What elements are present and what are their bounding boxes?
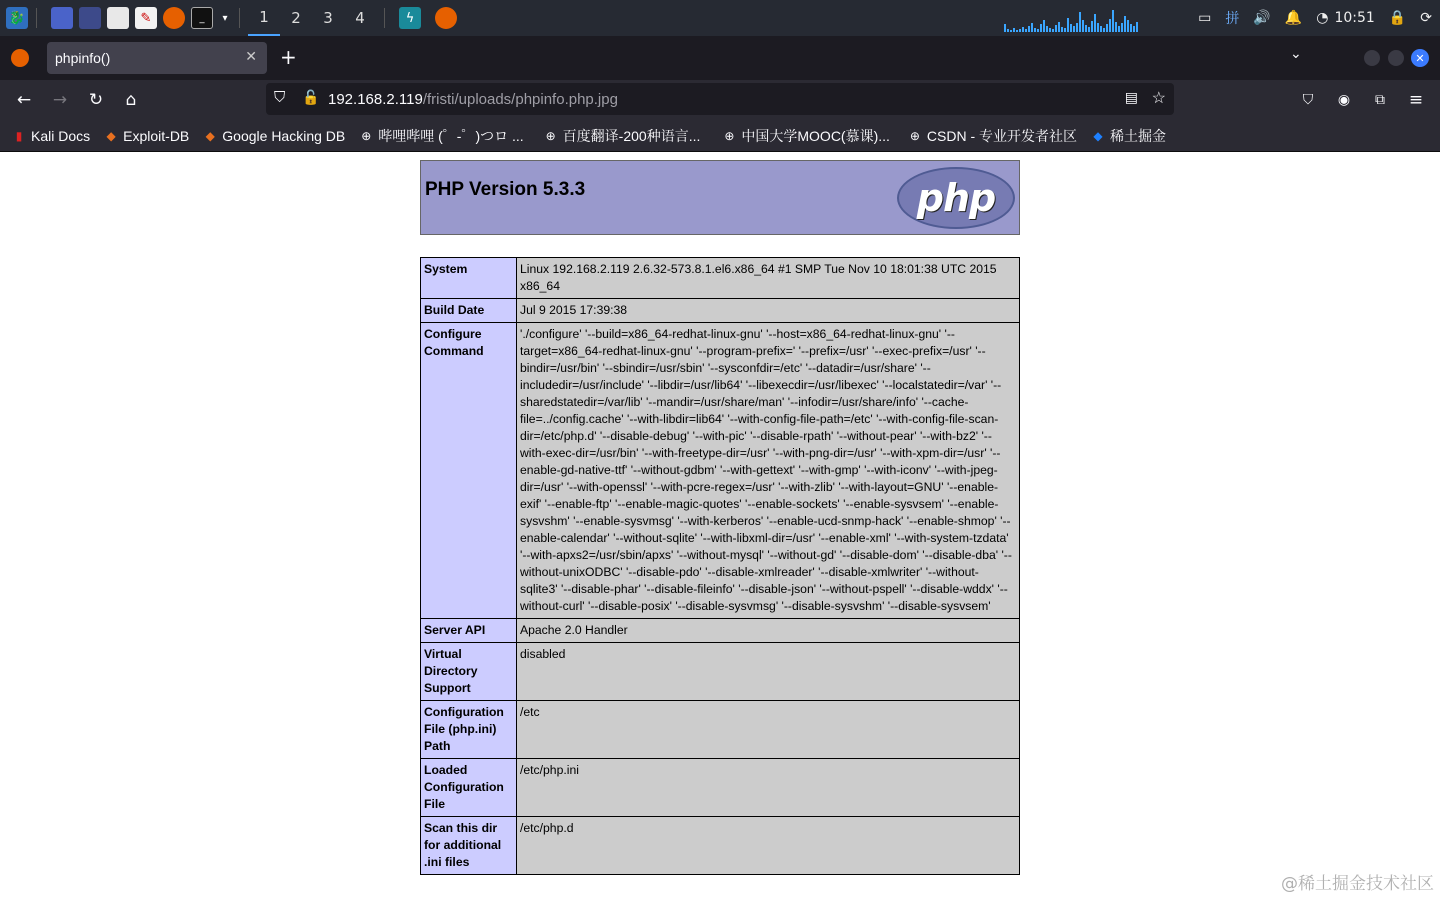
row-value: './configure' '--build=x86_64-redhat-linux-gnu' '--host=x86_64-redhat-linux-gnu' '--target=x86_64-redhat-linux-gnu' '--program-prefix=' '--prefix=/usr' '--exec-prefix=/usr' '--bindir=/usr/bin' '--sbindir=/usr/sbin' '--sysconfdir=/etc' '--datadir=/usr/share' '--includedir=/usr/include' '--libdir=/usr/lib64' '--libexecdir=/usr/libexec' '--localstatedir=/var' '--sharedstatedir=/var/lib' '--mandir=/usr/share/man' '--infodir=/usr/share/info' '--cache-file=../config.cache' '--with-libdir=lib64' '--with-config-file-path=/etc' '--with-config-file-scan-dir=/etc/php.d' '--disable-debug' '--with-pic' '--disable-rpath' '--without-pear' '--with-bz2' '--with-exec-dir=/usr/bin' '--with-freetype-dir=/usr' '--with-png-dir=/usr' '--with-xpm-dir=/usr' '--enable-gd-native-ttf' '--without-gdbm' '--with-gettext' '--with-gmp' '--with-iconv' '--with-jpeg-dir=/usr' '--with-openssl' '--with-pcre-regex=/usr' '--with-zlib' '--with-layout=GNU' '--enable-exif' '--enable-ftp' '--enable-magic-quotes' '--enable-sockets' '--enable-sysvsem' '--enable-sysvshm' '--enable-sysvmsg' '--with-kerberos' '--enable-ucd-snmp-hack' '--enable-shmop' '--enable-calendar' '--without-sqlite' '--with-libxml-dir=/usr' '--enable-xml' '--with-system-tzdata' '--with-apxs2=/usr/sbin/apxs' '--without-mysql' '--without-gd' '--disable-dom' '--disable-dba' '--without-unixODBC' '--disable-pdo' '--disable-xmlreader' '--disable-xmlwriter' '--without-sqlite3' '--disable-phar' '--disable-fileinfo' '--disable-json' '--without-pspell' '--disable-wddx' '--without-curl' '--disable-posix' '--disable-sysvmsg' '--disable-sysvshm' '--disable-sysvsem' <box>517 323 1020 619</box>
bookmark-exploit-db[interactable]: ◆ Exploit-DB <box>104 128 189 144</box>
minimize-button[interactable] <box>1364 50 1380 66</box>
notification-bell-icon[interactable]: 🔔 <box>1284 10 1303 26</box>
firefox-view-icon[interactable] <box>11 49 29 67</box>
cpu-graph-bar <box>1025 29 1027 32</box>
cpu-graph-bar <box>1118 26 1120 32</box>
bookmark-bilibili[interactable]: ⊕ 哔哩哔哩 (゜-゜)つロ ... <box>361 127 524 144</box>
cpu-graph-bar <box>1100 26 1102 32</box>
tab-phpinfo[interactable] <box>47 42 267 74</box>
url-path: /fristi/uploads/phpinfo.php.jpg <box>422 90 618 108</box>
cpu-graph-bar <box>1127 20 1129 32</box>
cpu-graph-bar <box>1052 29 1054 32</box>
workspace-4[interactable]: 4 <box>355 9 365 27</box>
system-tray <box>1198 0 1432 36</box>
monitor-icon[interactable]: ▭ <box>1198 10 1212 26</box>
url-host: 192.168.2.119 <box>328 90 423 108</box>
maximize-button[interactable] <box>1388 50 1404 66</box>
clock-time[interactable]: 10:51 <box>1334 10 1375 26</box>
text-editor-icon[interactable]: ✎ <box>135 7 157 29</box>
new-tab-button[interactable]: + <box>280 45 297 69</box>
php-version-title: PHP Version 5.3.3 <box>425 179 586 200</box>
page-info-icon[interactable]: 🔓 <box>302 89 320 105</box>
cpu-graph-bar <box>1106 24 1108 32</box>
cpu-graph-bar <box>1013 28 1015 32</box>
exploit-db-icon: ◆ <box>106 128 116 143</box>
cpu-graph-bar <box>1016 30 1018 32</box>
cpu-graph-bar <box>1076 23 1078 32</box>
php-logo[interactable] <box>897 167 1015 229</box>
table-row <box>421 643 1020 701</box>
cpu-graph <box>1004 4 1148 32</box>
cpu-graph-bar <box>1046 26 1048 32</box>
url-bar[interactable] <box>266 83 1174 115</box>
forward-button[interactable]: → <box>52 90 68 110</box>
globe-icon: ⊕ <box>545 128 556 143</box>
pocket-icon[interactable]: ⛉ <box>1302 92 1314 108</box>
row-label: System <box>421 258 517 299</box>
firefox-window-icon[interactable] <box>435 7 457 29</box>
row-value: disabled <box>517 643 1020 701</box>
cpu-graph-bar <box>1094 14 1096 32</box>
cpu-graph-bar <box>1109 19 1111 32</box>
cpu-graph-bar <box>1073 26 1075 32</box>
cpu-graph-bar <box>1130 24 1132 32</box>
cpu-graph-bar <box>1082 20 1084 32</box>
cpu-graph-bar <box>1043 20 1045 32</box>
globe-icon: ⊕ <box>361 128 372 143</box>
close-tab-icon[interactable]: ✕ <box>245 48 257 64</box>
cpu-graph-bar <box>1088 27 1090 32</box>
shield-icon[interactable]: ⛉ <box>274 89 286 106</box>
row-label: Configuration File (php.ini) Path <box>421 701 517 759</box>
bookmark-google-hacking-db[interactable]: ◆ Google Hacking DB <box>203 128 345 144</box>
row-label: Build Date <box>421 299 517 323</box>
cpu-graph-bar <box>1007 29 1009 32</box>
workspace-2[interactable]: 2 <box>291 9 301 27</box>
workspace-1[interactable]: 1 <box>248 0 280 36</box>
workspace-3[interactable]: 3 <box>323 9 333 27</box>
cpu-graph-bar <box>1028 26 1030 32</box>
php-logo-text: php <box>916 176 996 220</box>
menu-icon[interactable]: ≡ <box>1408 90 1424 110</box>
cpu-graph-bar <box>1097 23 1099 32</box>
cpu-graph-bar <box>1061 27 1063 32</box>
bookmark-mooc[interactable]: ⊕ 中国大学MOOC(慕课)... <box>724 127 890 144</box>
row-value: /etc/php.ini <box>517 759 1020 817</box>
row-label: Server API <box>421 619 517 643</box>
phpinfo-header <box>420 160 1020 235</box>
cpu-graph-bar <box>1037 29 1039 32</box>
kali-docs-icon: ▮ <box>15 128 23 143</box>
taskbar-separator <box>384 8 385 28</box>
row-label: Scan this dir for additional .ini files <box>421 817 517 875</box>
table-row <box>421 817 1020 875</box>
bookmark-kali-docs[interactable]: ▮ Kali Docs <box>12 128 90 144</box>
bookmark-star-icon[interactable]: ☆ <box>1151 90 1166 107</box>
cpu-graph-bar <box>1079 12 1081 32</box>
terminal-switch-icon[interactable] <box>79 7 101 29</box>
back-button[interactable]: ← <box>16 90 32 110</box>
cpu-graph-bar <box>1004 24 1006 32</box>
cpu-graph-bar <box>1091 21 1093 32</box>
app-window-icon[interactable]: ϟ <box>399 7 421 29</box>
kali-menu-icon[interactable]: 🐉 <box>6 7 28 29</box>
cpu-graph-bar <box>1115 22 1117 32</box>
phpinfo-table <box>420 257 1020 875</box>
reader-view-icon[interactable]: ▤ <box>1124 89 1138 105</box>
table-row <box>421 759 1020 817</box>
cpu-graph-bar <box>1055 25 1057 32</box>
row-value: /etc <box>517 701 1020 759</box>
chevron-down-icon[interactable]: ▾ <box>222 12 228 24</box>
tab-title: phpinfo() <box>55 50 111 66</box>
row-value: Linux 192.168.2.119 2.6.32-573.8.1.el6.x86_64 #1 SMP Tue Nov 10 18:01:38 UTC 2015 x86_64 <box>517 258 1020 299</box>
watermark: @稀土掘金技术社区 <box>1281 874 1434 894</box>
cpu-graph-bar <box>1019 29 1021 32</box>
cpu-graph-bar <box>1070 24 1072 32</box>
cpu-graph-bar <box>1010 30 1012 32</box>
row-value: Apache 2.0 Handler <box>517 619 1020 643</box>
cpu-graph-bar <box>1064 28 1066 32</box>
cpu-graph-bar <box>1034 28 1036 32</box>
cpu-graph-bar <box>1049 28 1051 32</box>
page-content <box>0 152 1440 900</box>
cpu-graph-bar <box>1133 26 1135 32</box>
bookmark-csdn[interactable]: ⊕ CSDN - 专业开发者社区 <box>909 127 1078 144</box>
reload-button[interactable]: ↻ <box>88 90 104 110</box>
cpu-graph-bar <box>1121 23 1123 32</box>
ghdb-icon: ◆ <box>205 128 215 143</box>
row-label: Configure Command <box>421 323 517 619</box>
globe-icon: ⊕ <box>909 128 920 143</box>
close-window-button[interactable]: ✕ <box>1411 49 1429 67</box>
cpu-graph-bar <box>1103 28 1105 32</box>
firefox-icon[interactable] <box>163 7 185 29</box>
cpu-graph-bar <box>1067 18 1069 32</box>
row-label: Virtual Directory Support <box>421 643 517 701</box>
bookmark-baidu-fanyi[interactable]: ⊕ 百度翻译-200种语言... <box>545 127 701 144</box>
bookmarks-toolbar <box>0 120 1440 152</box>
extensions-icon[interactable]: ⧉ <box>1375 92 1385 108</box>
row-label: Loaded Configuration File <box>421 759 517 817</box>
volume-icon[interactable]: 🔊 <box>1253 10 1271 26</box>
system-taskbar <box>0 0 1440 36</box>
clock-icon: ◔ <box>1316 10 1329 26</box>
file-manager-icon[interactable] <box>107 7 129 29</box>
cpu-graph-bar <box>1124 16 1126 32</box>
table-row <box>421 323 1020 619</box>
cpu-graph-bar <box>1136 22 1138 32</box>
globe-icon: ⊕ <box>724 128 735 143</box>
cpu-graph-bar <box>1085 25 1087 32</box>
row-value: Jul 9 2015 17:39:38 <box>517 299 1020 323</box>
cpu-graph-bar <box>1022 27 1024 32</box>
home-button[interactable]: ⌂ <box>125 90 137 110</box>
lock-icon[interactable]: 🔒 <box>1388 10 1407 26</box>
terminal-icon[interactable]: _ <box>191 7 213 29</box>
cpu-graph-bar <box>1040 24 1042 32</box>
table-row <box>421 701 1020 759</box>
table-row <box>421 299 1020 323</box>
row-value: /etc/php.d <box>517 817 1020 875</box>
juejin-icon: ◆ <box>1093 128 1103 143</box>
table-row <box>421 258 1020 299</box>
table-row <box>421 619 1020 643</box>
desktop-icon[interactable] <box>51 7 73 29</box>
cpu-graph-bar <box>1112 10 1114 32</box>
account-icon[interactable]: ◉ <box>1337 92 1351 108</box>
input-method-icon[interactable]: 拼 <box>1225 11 1240 27</box>
cpu-graph-bar <box>1058 22 1060 32</box>
bookmark-juejin[interactable]: ◆ 稀土掘金 <box>1091 126 1166 146</box>
power-icon[interactable]: ⟳ <box>1420 10 1432 26</box>
cpu-graph-bar <box>1031 23 1033 32</box>
list-tabs-icon[interactable]: ⌄ <box>1290 46 1302 62</box>
taskbar-separator <box>36 8 37 28</box>
taskbar-separator <box>239 8 240 28</box>
